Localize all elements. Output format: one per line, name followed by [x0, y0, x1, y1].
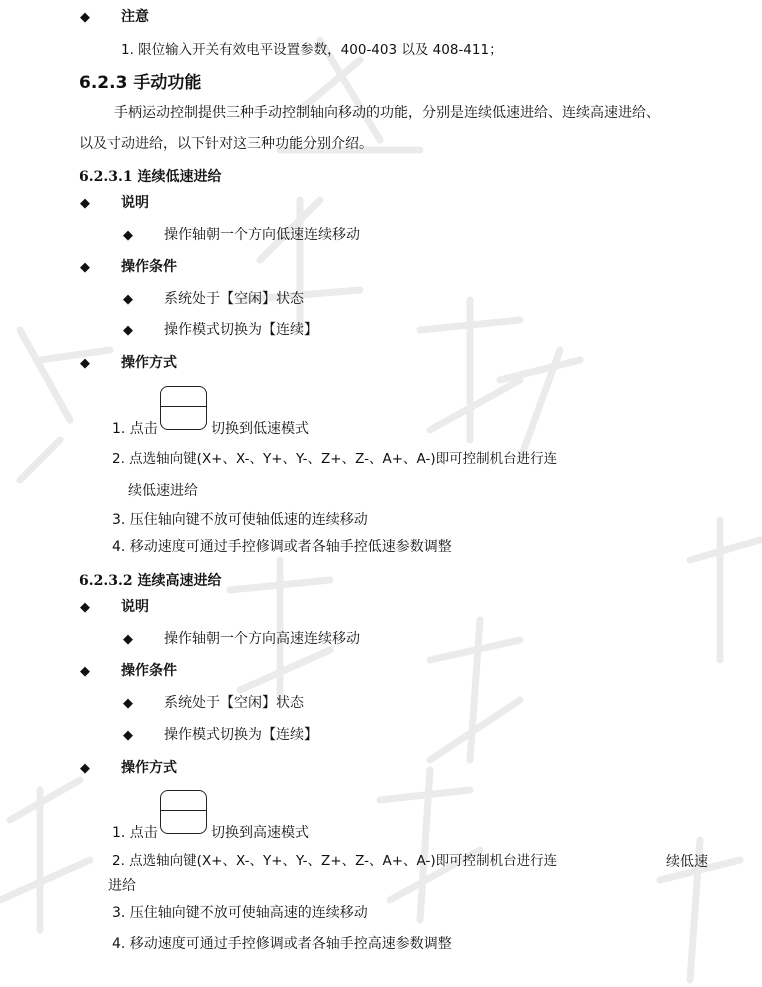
- diamond-bullet-icon: ◆: [80, 356, 90, 371]
- desc-heading: 说明: [121, 195, 149, 211]
- diamond-bullet-icon: ◆: [123, 632, 133, 647]
- diamond-bullet-icon: ◆: [80, 761, 90, 776]
- section-heading-6-2-3: 6.2.3 手动功能: [79, 73, 202, 93]
- step-2-line: 续低速进给: [128, 483, 198, 499]
- speed-key-icon: [160, 386, 207, 430]
- diamond-bullet-icon: ◆: [123, 696, 133, 711]
- method-heading: 操作方式: [121, 355, 177, 371]
- desc-heading: 说明: [121, 599, 149, 615]
- step-3: 3. 压住轴向键不放可使轴低速的连续移动: [112, 512, 368, 528]
- condition-item: 系统处于【空闲】状态: [164, 291, 304, 307]
- paragraph-line: 手柄运动控制提供三种手动控制轴向移动的功能，分别是连续低速进给、连续高速进给、: [114, 105, 660, 121]
- step-2-line: 2. 点选轴向键(X+、X-、Y+、Y-、Z+、Z-、A+、A-)即可控制机台进行连: [112, 853, 558, 869]
- step-1-suffix: 切换到低速模式: [211, 421, 309, 437]
- note-item: 1. 限位输入开关有效电平设置参数，400-403 以及 408-411；: [121, 42, 503, 58]
- note-heading: 注意: [121, 9, 149, 25]
- diamond-bullet-icon: ◆: [80, 196, 90, 211]
- diamond-bullet-icon: ◆: [123, 323, 133, 338]
- diamond-bullet-icon: ◆: [123, 228, 133, 243]
- paragraph-line: 以及寸动进给，以下针对这三种功能分别介绍。: [79, 136, 373, 152]
- condition-heading: 操作条件: [121, 259, 177, 275]
- step-4: 4. 移动速度可通过手控修调或者各轴手控高速参数调整: [112, 936, 452, 952]
- step-2-line: 2. 点选轴向键(X+、X-、Y+、Y-、Z+、Z-、A+、A-)即可控制机台进行连: [112, 451, 558, 467]
- diamond-bullet-icon: ◆: [123, 728, 133, 743]
- condition-heading: 操作条件: [121, 663, 177, 679]
- step-2-tail: 续低速: [666, 854, 708, 870]
- method-heading: 操作方式: [121, 760, 177, 776]
- diamond-bullet-icon: ◆: [123, 292, 133, 307]
- desc-item: 操作轴朝一个方向低速连续移动: [164, 227, 360, 243]
- condition-item: 系统处于【空闲】状态: [164, 695, 304, 711]
- diamond-bullet-icon: ◆: [80, 664, 90, 679]
- condition-item: 操作模式切换为【连续】: [164, 727, 318, 743]
- step-1-prefix: 1. 点击: [112, 825, 158, 841]
- condition-item: 操作模式切换为【连续】: [164, 322, 318, 338]
- step-1-prefix: 1. 点击: [112, 421, 158, 437]
- speed-key-icon: [160, 790, 207, 834]
- step-2-line: 进给: [108, 878, 136, 894]
- diamond-bullet-icon: ◆: [80, 600, 90, 615]
- diamond-bullet-icon: ◆: [80, 260, 90, 275]
- section-heading-6-2-3-1: 6.2.3.1 连续低速进给: [79, 169, 222, 185]
- desc-item: 操作轴朝一个方向高速连续移动: [164, 631, 360, 647]
- diamond-bullet-icon: ◆: [80, 10, 90, 25]
- step-4: 4. 移动速度可通过手控修调或者各轴手控低速参数调整: [112, 539, 452, 555]
- section-heading-6-2-3-2: 6.2.3.2 连续高速进给: [79, 573, 222, 589]
- step-3: 3. 压住轴向键不放可使轴高速的连续移动: [112, 905, 368, 921]
- step-1-suffix: 切换到高速模式: [211, 825, 309, 841]
